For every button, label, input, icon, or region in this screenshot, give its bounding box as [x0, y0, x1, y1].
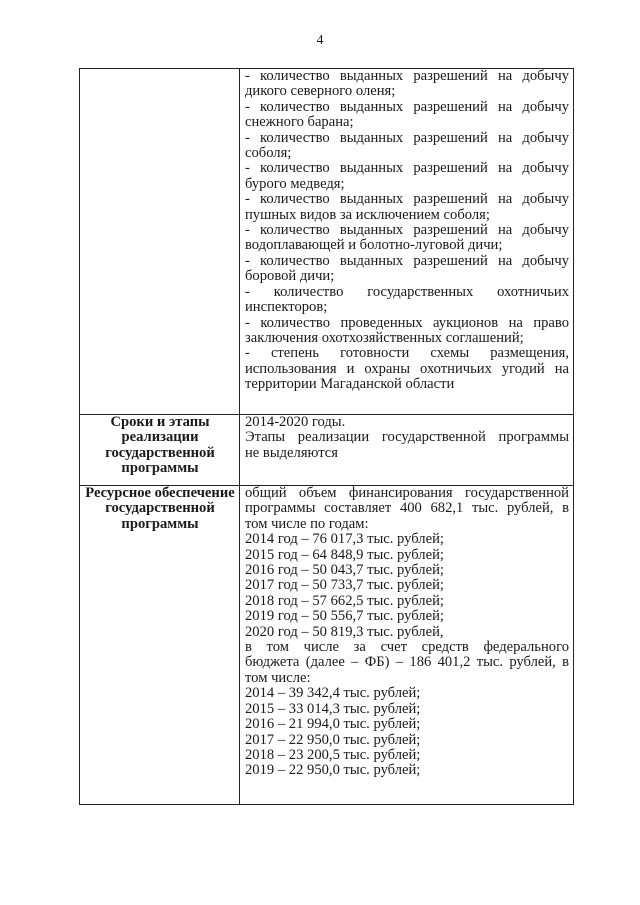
indicator-item-3-line-2: соболя;	[245, 145, 292, 162]
terms-stages-line-1: Этапы реализации государственной программы	[245, 429, 569, 446]
indicator-last-line-2: использования и охраны охотничьих угодий на	[245, 360, 569, 377]
indicator-last-line-3: территории Магаданской области	[245, 376, 455, 393]
federal-year-2016: 2016 – 21 994,0 тыс. рублей;	[245, 716, 421, 733]
federal-year-2018: 2018 – 23 200,5 тыс. рублей;	[245, 746, 421, 763]
indicator-item-5-line-2: пушных видов за исключением соболя;	[245, 206, 490, 223]
federal-year-2014: 2014 – 39 342,4 тыс. рублей;	[245, 685, 421, 702]
indicator-item-3-line-1: - количество выданных разрешений на добычу	[245, 129, 569, 146]
resources-row	[80, 486, 574, 805]
page-number: 4	[316, 33, 324, 48]
terms-value-cell	[240, 415, 574, 486]
resources-year-2019: 2019 год – 50 556,7 тыс. рублей;	[245, 608, 444, 625]
resources-year-2018: 2018 год – 57 662,5 тыс. рублей;	[245, 592, 444, 609]
resources-year-2017: 2017 год – 50 733,7 тыс. рублей;	[245, 577, 444, 594]
resources-year-2020: 2020 год – 50 819,3 тыс. рублей,	[245, 623, 444, 640]
indicator-item-9-line-2: заключения охотхозяйственных соглашений;	[245, 329, 524, 346]
indicator-item-1-line-1: - количество выданных разрешений на добычу	[245, 68, 569, 84]
federal-year-2015: 2015 – 33 014,3 тыс. рублей;	[245, 700, 421, 717]
resources-label: Ресурсное обеспечение государственной программы	[80, 486, 240, 805]
resources-year-2014: 2014 год – 76 017,3 тыс. рублей;	[245, 531, 444, 548]
indicators-value-cell	[240, 69, 574, 415]
indicators-row	[80, 69, 574, 415]
terms-stages-line-2: не выделяются	[245, 444, 338, 461]
indicator-item-5-line-1: - количество выданных разрешений на добычу	[245, 191, 569, 208]
indicators-label-cell	[80, 69, 240, 415]
indicator-item-8-line-1: - количество государственных охотничьих	[245, 283, 569, 300]
program-passport-table	[79, 68, 574, 805]
federal-year-2017: 2017 – 22 950,0 тыс. рублей;	[245, 731, 421, 748]
terms-label: Сроки и этапы реализации государственной программы	[80, 415, 240, 486]
resources-total-line-2: программы составляет 400 682,1 тыс. рублей, в	[245, 500, 569, 517]
indicator-item-6-line-2: водоплавающей и болотно-луговой дичи;	[245, 237, 503, 254]
indicator-item-7-line-2: боровой дичи;	[245, 268, 335, 285]
resources-year-2016: 2016 год – 50 043,7 тыс. рублей;	[245, 562, 444, 579]
indicator-item-8-line-2: инспекторов;	[245, 299, 328, 316]
indicator-item-9-line-1: - количество проведенных аукционов на право	[245, 314, 569, 331]
indicator-item-4-line-2: бурого медведя;	[245, 175, 345, 192]
indicator-item-2-line-2: снежного барана;	[245, 114, 354, 131]
resources-total-line-3: том числе по годам:	[245, 515, 369, 532]
terms-row	[80, 415, 574, 486]
federal-year-2019: 2019 – 22 950,0 тыс. рублей;	[245, 762, 421, 779]
resources-federal-line-3: том числе:	[245, 669, 311, 686]
terms-years: 2014-2020 годы.	[245, 414, 346, 430]
indicator-item-7-line-1: - количество выданных разрешений на добычу	[245, 252, 569, 269]
indicator-item-4-line-1: - количество выданных разрешений на добычу	[245, 160, 569, 177]
resources-total-line-1: общий объем финансирования государственной	[245, 485, 569, 501]
indicator-item-2-line-1: - количество выданных разрешений на добычу	[245, 98, 569, 115]
resources-year-2015: 2015 год – 64 848,9 тыс. рублей;	[245, 546, 444, 563]
resources-federal-line-2: бюджета (далее – ФБ) – 186 401,2 тыс. рублей, в	[245, 654, 569, 671]
resources-value-cell	[240, 486, 574, 805]
indicator-item-6-line-1: - количество выданных разрешений на добычу	[245, 222, 569, 239]
indicator-last-line-1: - степень готовности схемы размещения,	[245, 345, 569, 362]
indicator-item-1-line-2: дикого северного оленя;	[245, 83, 396, 100]
resources-federal-line-1: в том числе за счет средств федерального	[245, 639, 569, 656]
